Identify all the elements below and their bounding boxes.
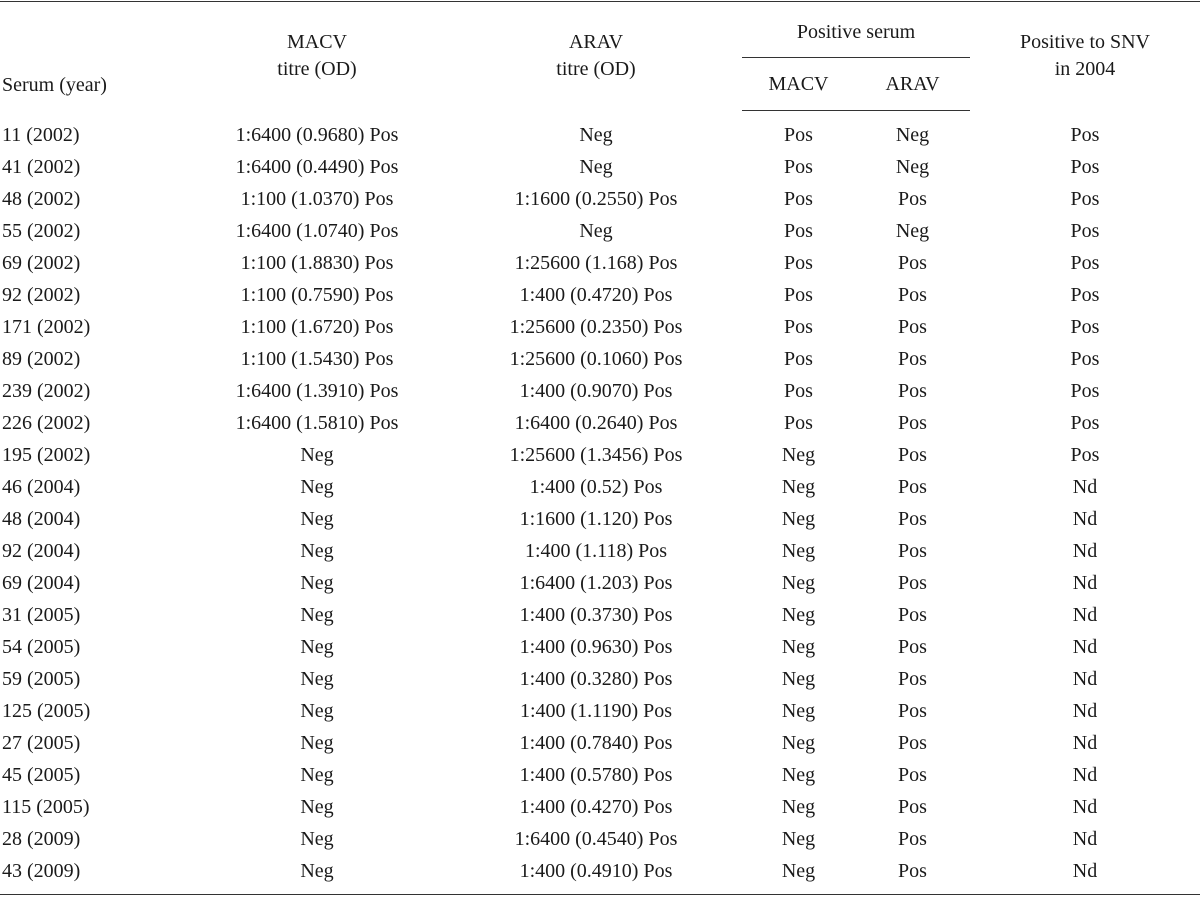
cell-positive-snv: Nd	[1072, 764, 1098, 786]
cell-macv-titre: Neg	[300, 476, 334, 498]
cell-positive-snv: Pos	[1070, 188, 1100, 210]
header-row-top	[0, 2, 1200, 59]
cell-macv-titre: Neg	[300, 636, 334, 658]
cell-arav-titre: 1:400 (0.5780) Pos	[519, 764, 673, 786]
cell-positive-arav: Pos	[898, 668, 927, 690]
cell-arav-titre: 1:400 (0.3280) Pos	[519, 668, 673, 690]
cell-arav-titre: 1:400 (0.7840) Pos	[519, 732, 673, 754]
table-row	[0, 503, 1200, 535]
cell-positive-macv: Neg	[781, 636, 816, 658]
table-row	[0, 567, 1200, 599]
cell-positive-arav: Pos	[898, 252, 927, 274]
cell-arav-titre: 1:400 (0.4910) Pos	[450, 855, 742, 895]
cell-positive-snv: Pos	[1070, 444, 1100, 466]
table-row	[0, 599, 1200, 631]
table-row	[0, 759, 1200, 791]
cell-positive-macv: Neg	[781, 668, 816, 690]
cell-macv-titre: Neg	[300, 604, 334, 626]
cell-serum-year: 43 (2009)	[0, 855, 184, 895]
cell-arav-titre: 1:400 (0.4270) Pos	[519, 796, 673, 818]
cell-positive-arav: Pos	[898, 572, 927, 594]
cell-positive-macv: Neg	[781, 828, 816, 850]
table-row	[0, 407, 1200, 439]
cell-positive-snv: Pos	[1070, 220, 1100, 242]
cell-macv-titre: Neg	[300, 668, 334, 690]
cell-macv-titre: 1:6400 (1.3910) Pos	[235, 380, 399, 402]
cell-serum-year: 11 (2002)	[2, 123, 80, 146]
cell-positive-snv: Pos	[1070, 348, 1100, 370]
cell-positive-arav: Pos	[898, 732, 927, 754]
table-row	[0, 111, 1200, 152]
cell-serum-year: 195 (2002)	[2, 444, 91, 466]
cell-positive-arav: Pos	[898, 188, 927, 210]
cell-positive-snv: Pos	[1070, 156, 1100, 178]
cell-serum-year: 115 (2005)	[2, 796, 90, 818]
cell-positive-macv: Neg	[781, 476, 816, 498]
cell-positive-snv: Nd	[1072, 508, 1098, 530]
cell-macv-titre: 1:100 (0.7590) Pos	[240, 284, 394, 306]
cell-macv-titre: 1:100 (1.5430) Pos	[240, 348, 394, 370]
cell-positive-arav: Pos	[898, 348, 927, 370]
cell-macv-titre: Neg	[300, 700, 334, 722]
cell-positive-arav: Pos	[898, 540, 927, 562]
cell-serum-year: 226 (2002)	[2, 412, 91, 434]
cell-positive-macv: Pos	[784, 156, 813, 178]
cell-arav-titre: 1:1600 (0.2550) Pos	[514, 188, 678, 210]
cell-macv-titre: 1:100 (1.0370) Pos	[240, 188, 394, 210]
cell-serum-year: 54 (2005)	[2, 636, 81, 658]
cell-arav-titre: Neg	[579, 220, 613, 242]
table-row	[0, 151, 1200, 183]
table-row	[0, 727, 1200, 759]
cell-positive-arav: Neg	[895, 156, 930, 178]
header-snv-line2: in 2004	[1054, 58, 1116, 81]
header-positive-arav: ARAV	[855, 58, 970, 111]
cell-serum-year: 55 (2002)	[2, 220, 81, 242]
cell-arav-titre: 1:25600 (0.1060) Pos	[509, 348, 683, 370]
cell-positive-snv: Nd	[1072, 540, 1098, 562]
table-body	[0, 111, 1200, 895]
cell-serum-year: 125 (2005)	[2, 700, 91, 722]
cell-positive-arav: Pos	[855, 855, 970, 895]
cell-arav-titre: 1:400 (0.9070) Pos	[519, 380, 673, 402]
table-row	[0, 663, 1200, 695]
cell-serum-year: 31 (2005)	[2, 604, 81, 626]
cell-arav-titre: 1:400 (0.52) Pos	[529, 476, 663, 498]
cell-positive-arav: Pos	[898, 764, 927, 786]
cell-positive-snv: Pos	[1070, 123, 1100, 146]
header-positive-snv	[970, 2, 1200, 111]
cell-serum-year: 69 (2002)	[2, 252, 81, 274]
cell-positive-macv: Neg	[781, 540, 816, 562]
table-row	[0, 247, 1200, 279]
cell-arav-titre: 1:400 (0.3730) Pos	[519, 604, 673, 626]
cell-positive-arav: Pos	[898, 316, 927, 338]
cell-positive-snv: Nd	[970, 855, 1200, 895]
cell-macv-titre: Neg	[300, 828, 334, 850]
table-row	[0, 215, 1200, 247]
cell-serum-year: 48 (2002)	[2, 188, 81, 210]
header-macv-line2: titre (OD)	[277, 58, 357, 81]
table-row	[0, 791, 1200, 823]
cell-serum-year: 48 (2004)	[2, 508, 81, 530]
cell-positive-arav: Neg	[895, 220, 930, 242]
header-macv-titre	[184, 2, 450, 111]
table-row	[0, 695, 1200, 727]
header-positive-macv: MACV	[742, 58, 855, 111]
cell-positive-macv: Neg	[781, 700, 816, 722]
cell-macv-titre: Neg	[300, 508, 334, 530]
table-row	[0, 439, 1200, 471]
cell-serum-year: 239 (2002)	[2, 380, 91, 402]
cell-positive-snv: Nd	[1072, 668, 1098, 690]
cell-positive-arav: Pos	[898, 636, 927, 658]
cell-serum-year: 41 (2002)	[2, 156, 81, 178]
cell-macv-titre: 1:6400 (1.0740) Pos	[235, 220, 399, 242]
cell-macv-titre: Neg	[300, 572, 334, 594]
cell-macv-titre: 1:6400 (1.5810) Pos	[235, 412, 399, 434]
cell-positive-macv: Pos	[784, 316, 813, 338]
cell-serum-year: 89 (2002)	[2, 348, 81, 370]
table-row	[0, 535, 1200, 567]
table-row	[0, 279, 1200, 311]
cell-positive-macv: Pos	[784, 188, 813, 210]
cell-positive-snv: Nd	[1072, 476, 1098, 498]
cell-positive-macv: Pos	[784, 348, 813, 370]
header-macv-line1: MACV	[286, 31, 347, 54]
cell-serum-year: 92 (2002)	[2, 284, 81, 306]
table-row	[0, 375, 1200, 407]
cell-arav-titre: 1:400 (0.4720) Pos	[519, 284, 673, 306]
header-serum-year: Serum (year)	[2, 73, 107, 96]
cell-positive-macv: Pos	[784, 124, 813, 146]
cell-positive-macv: Pos	[784, 380, 813, 402]
cell-positive-macv: Neg	[781, 604, 816, 626]
table-row	[0, 855, 1200, 895]
table-header	[0, 2, 1200, 111]
header-snv-line1: Positive to SNV	[1019, 31, 1151, 54]
header-arav-line1: ARAV	[568, 31, 624, 54]
cell-macv-titre: Neg	[300, 732, 334, 754]
cell-arav-titre: 1:25600 (1.168) Pos	[514, 252, 678, 274]
header-positive-serum-group	[742, 2, 970, 59]
cell-arav-titre: 1:400 (0.9630) Pos	[519, 636, 673, 658]
cell-positive-arav: Neg	[895, 124, 930, 146]
serology-results-table	[0, 1, 1200, 895]
cell-macv-titre: 1:6400 (0.4490) Pos	[235, 156, 399, 178]
cell-positive-snv: Nd	[1072, 700, 1098, 722]
cell-serum-year: 46 (2004)	[2, 476, 81, 498]
cell-arav-titre: Neg	[579, 123, 613, 146]
cell-positive-macv: Neg	[781, 444, 816, 466]
cell-arav-titre: 1:6400 (0.2640) Pos	[514, 412, 678, 434]
cell-serum-year: 28 (2009)	[2, 828, 81, 850]
cell-macv-titre: Neg	[184, 855, 450, 895]
cell-serum-year: 45 (2005)	[2, 764, 81, 786]
cell-arav-titre: 1:25600 (1.3456) Pos	[509, 444, 683, 466]
group-header-rule	[742, 57, 970, 58]
header-positive-serum-label: Positive serum	[796, 20, 916, 43]
table-row	[0, 311, 1200, 343]
cell-macv-titre: 1:6400 (0.9680) Pos	[235, 123, 399, 146]
cell-macv-titre: Neg	[300, 540, 334, 562]
cell-positive-arav: Pos	[898, 284, 927, 306]
cell-positive-snv: Nd	[1072, 796, 1098, 818]
cell-positive-macv: Neg	[781, 572, 816, 594]
cell-positive-arav: Pos	[898, 796, 927, 818]
table-row	[0, 471, 1200, 503]
cell-macv-titre: 1:100 (1.8830) Pos	[240, 252, 394, 274]
cell-positive-arav: Pos	[898, 380, 927, 402]
cell-positive-snv: Nd	[1072, 732, 1098, 754]
cell-positive-macv: Neg	[781, 732, 816, 754]
cell-positive-macv: Pos	[784, 412, 813, 434]
cell-positive-macv: Pos	[784, 284, 813, 306]
cell-positive-snv: Nd	[1072, 636, 1098, 658]
header-arav-titre	[450, 2, 742, 111]
cell-positive-snv: Pos	[1070, 380, 1100, 402]
cell-positive-snv: Nd	[1072, 828, 1098, 850]
cell-arav-titre: 1:25600 (0.2350) Pos	[509, 316, 683, 338]
cell-positive-snv: Nd	[1072, 572, 1098, 594]
cell-serum-year: 171 (2002)	[2, 316, 91, 338]
cell-positive-macv: Pos	[784, 252, 813, 274]
cell-arav-titre: Neg	[579, 156, 613, 178]
cell-arav-titre: 1:6400 (0.4540) Pos	[514, 828, 678, 850]
cell-positive-snv: Pos	[1070, 252, 1100, 274]
cell-positive-snv: Pos	[1070, 412, 1100, 434]
cell-macv-titre: Neg	[300, 444, 334, 466]
cell-serum-year: 69 (2004)	[2, 572, 81, 594]
cell-positive-arav: Pos	[898, 476, 927, 498]
cell-arav-titre: 1:400 (1.118) Pos	[524, 540, 668, 562]
cell-positive-macv: Neg	[781, 764, 816, 786]
table-row	[0, 823, 1200, 855]
cell-positive-arav: Pos	[898, 828, 927, 850]
cell-macv-titre: Neg	[300, 796, 334, 818]
cell-positive-arav: Pos	[898, 412, 927, 434]
cell-positive-arav: Pos	[898, 604, 927, 626]
cell-arav-titre: 1:6400 (1.203) Pos	[519, 572, 673, 594]
cell-macv-titre: Neg	[300, 764, 334, 786]
cell-macv-titre: 1:100 (1.6720) Pos	[240, 316, 394, 338]
cell-serum-year: 59 (2005)	[2, 668, 81, 690]
cell-positive-macv: Pos	[784, 220, 813, 242]
cell-positive-arav: Pos	[898, 444, 927, 466]
cell-positive-arav: Pos	[898, 700, 927, 722]
cell-positive-arav: Pos	[898, 508, 927, 530]
cell-serum-year: 92 (2004)	[2, 540, 81, 562]
header-arav-line2: titre (OD)	[556, 58, 636, 81]
cell-positive-macv: Neg	[742, 855, 855, 895]
cell-positive-macv: Neg	[781, 796, 816, 818]
cell-positive-snv: Nd	[1072, 604, 1098, 626]
cell-positive-snv: Pos	[1070, 284, 1100, 306]
cell-positive-macv: Neg	[781, 508, 816, 530]
table-row	[0, 183, 1200, 215]
cell-serum-year: 27 (2005)	[2, 732, 81, 754]
cell-arav-titre: 1:1600 (1.120) Pos	[519, 508, 673, 530]
cell-positive-snv: Pos	[1070, 316, 1100, 338]
cell-arav-titre: 1:400 (1.1190) Pos	[519, 700, 673, 722]
table-row	[0, 631, 1200, 663]
table-row	[0, 343, 1200, 375]
